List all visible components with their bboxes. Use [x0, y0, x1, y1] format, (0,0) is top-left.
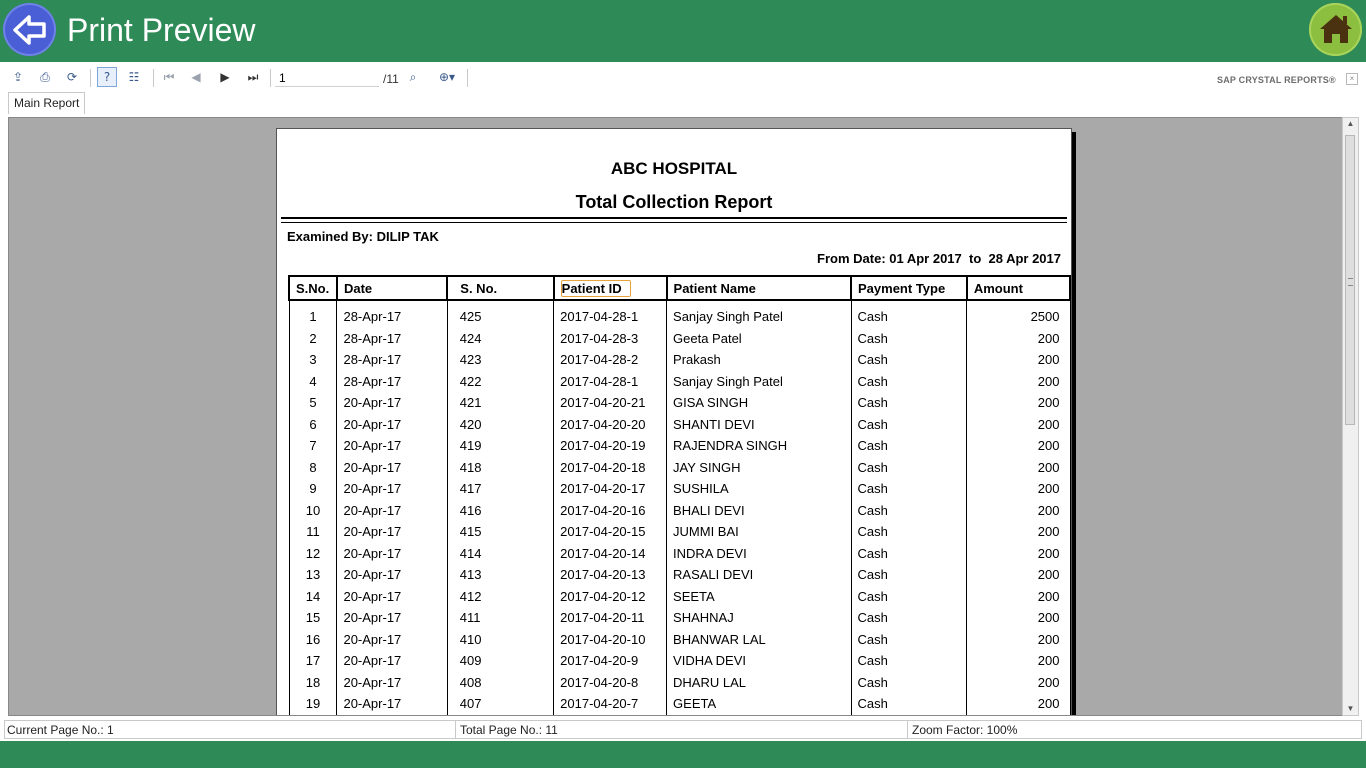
- table-cell: 20-Apr-17: [337, 564, 447, 586]
- table-cell: 2017-04-20-12: [554, 586, 667, 608]
- crystal-reports-brand: SAP CRYSTAL REPORTS®: [1217, 75, 1336, 85]
- table-cell: 200: [967, 586, 1070, 608]
- table-cell: 2017-04-20-11: [554, 607, 667, 629]
- table-cell: 9: [289, 478, 337, 500]
- table-row: [289, 607, 1070, 629]
- table-row: [289, 629, 1070, 651]
- table-cell: 20-Apr-17: [337, 521, 447, 543]
- table-cell: VIDHA DEVI: [667, 650, 851, 672]
- home-button[interactable]: [1309, 3, 1362, 56]
- table-cell: RAJENDRA SINGH: [667, 435, 851, 457]
- table-cell: Geeta Patel: [667, 328, 851, 350]
- table-cell: Sanjay Singh Patel: [667, 371, 851, 393]
- table-cell: 200: [967, 564, 1070, 586]
- table-cell: 423: [447, 349, 553, 371]
- table-row: [289, 300, 1070, 328]
- status-divider: [907, 721, 908, 738]
- table-cell: INDRA DEVI: [667, 543, 851, 565]
- table-cell: 200: [967, 607, 1070, 629]
- group-tree-icon[interactable]: ☷: [128, 70, 140, 84]
- table-cell: 15: [289, 607, 337, 629]
- table-cell: SUSHILA: [667, 478, 851, 500]
- table-cell: 20-Apr-17: [337, 414, 447, 436]
- table-cell: 16: [289, 629, 337, 651]
- table-row: [289, 500, 1070, 522]
- table-cell: 416: [447, 500, 553, 522]
- table-cell: 2017-04-28-2: [554, 349, 667, 371]
- table-cell: Cash: [851, 543, 967, 565]
- table-row: [289, 693, 1070, 715]
- table-cell: 2500: [967, 300, 1070, 328]
- column-header: Amount: [967, 276, 1070, 300]
- table-cell: 2017-04-20-20: [554, 414, 667, 436]
- table-cell: 2017-04-20-9: [554, 650, 667, 672]
- table-cell: Cash: [851, 693, 967, 715]
- table-cell: 2017-04-28-3: [554, 328, 667, 350]
- table-cell: BHANWAR LAL: [667, 629, 851, 651]
- toolbar-separator: [153, 69, 154, 87]
- column-header: Payment Type: [851, 276, 967, 300]
- help-icon[interactable]: ?: [97, 67, 117, 87]
- table-cell: 412: [447, 586, 553, 608]
- table-cell: Cash: [851, 457, 967, 479]
- table-cell: 2017-04-20-21: [554, 392, 667, 414]
- scroll-up-icon[interactable]: ▲: [1346, 119, 1355, 128]
- scroll-down-icon[interactable]: ▼: [1346, 704, 1355, 713]
- table-cell: Cash: [851, 672, 967, 694]
- table-row: [289, 564, 1070, 586]
- toolbar-separator: [90, 69, 91, 87]
- table-cell: Sanjay Singh Patel: [667, 300, 851, 328]
- table-cell: 2017-04-28-1: [554, 300, 667, 328]
- vertical-scrollbar[interactable]: [1342, 117, 1359, 716]
- table-cell: 20-Apr-17: [337, 650, 447, 672]
- table-cell: 20-Apr-17: [337, 392, 447, 414]
- table-cell: 5: [289, 392, 337, 414]
- table-cell: Cash: [851, 586, 967, 608]
- table-cell: 13: [289, 564, 337, 586]
- examined-by: Examined By: DILIP TAK: [287, 229, 439, 244]
- table-cell: 2017-04-20-14: [554, 543, 667, 565]
- toolbar-separator: [270, 69, 271, 87]
- total-page-status: Total Page No.: 11: [460, 723, 558, 737]
- back-button[interactable]: [3, 3, 56, 56]
- table-cell: 413: [447, 564, 553, 586]
- table-row: [289, 392, 1070, 414]
- table-cell: 414: [447, 543, 553, 565]
- toolbar-separator: [467, 69, 468, 87]
- table-cell: Cash: [851, 392, 967, 414]
- table-cell: 2017-04-20-19: [554, 435, 667, 457]
- table-cell: Cash: [851, 629, 967, 651]
- patient-id-header: Patient ID: [561, 280, 631, 297]
- table-cell: 200: [967, 629, 1070, 651]
- table-cell: Cash: [851, 414, 967, 436]
- home-icon: [1318, 12, 1354, 46]
- scrollbar-thumb[interactable]: [1345, 135, 1355, 425]
- table-cell: 28-Apr-17: [337, 328, 447, 350]
- close-icon[interactable]: ×: [1346, 73, 1358, 85]
- table-cell: 415: [447, 521, 553, 543]
- table-cell: 17: [289, 650, 337, 672]
- table-cell: 20-Apr-17: [337, 478, 447, 500]
- table-cell: 2017-04-20-13: [554, 564, 667, 586]
- table-cell: 20-Apr-17: [337, 607, 447, 629]
- first-page-icon[interactable]: ⏮: [163, 70, 175, 84]
- table-cell: 28-Apr-17: [337, 349, 447, 371]
- table-cell: 2017-04-20-15: [554, 521, 667, 543]
- page-total-label: /11: [383, 72, 399, 86]
- table-cell: 7: [289, 435, 337, 457]
- table-cell: 20-Apr-17: [337, 500, 447, 522]
- table-cell: GISA SINGH: [667, 392, 851, 414]
- column-header: Date: [337, 276, 447, 300]
- header-rule: [281, 222, 1067, 223]
- report-subtitle: Total Collection Report: [575, 192, 773, 212]
- table-cell: 410: [447, 629, 553, 651]
- table-cell: Cash: [851, 349, 967, 371]
- table-cell: 418: [447, 457, 553, 479]
- page-number-input[interactable]: [275, 69, 379, 87]
- table-row: [289, 521, 1070, 543]
- table-cell: 28-Apr-17: [337, 371, 447, 393]
- table-cell: 4: [289, 371, 337, 393]
- table-cell: 20-Apr-17: [337, 693, 447, 715]
- zoom-status: Zoom Factor: 100%: [912, 723, 1018, 737]
- table-cell: 2017-04-20-16: [554, 500, 667, 522]
- table-cell: 11: [289, 521, 337, 543]
- table-cell: 20-Apr-17: [337, 457, 447, 479]
- table-cell: 200: [967, 500, 1070, 522]
- table-row: [289, 672, 1070, 694]
- tab-bar: [4, 90, 1362, 116]
- table-cell: JUMMI BAI: [667, 521, 851, 543]
- table-cell: 3: [289, 349, 337, 371]
- table-cell: 2017-04-20-17: [554, 478, 667, 500]
- table-cell: 200: [967, 328, 1070, 350]
- table-row: [289, 478, 1070, 500]
- table-cell: JAY SINGH: [667, 457, 851, 479]
- table-cell: 20-Apr-17: [337, 629, 447, 651]
- table-cell: 8: [289, 457, 337, 479]
- table-cell: 421: [447, 392, 553, 414]
- table-cell: 2017-04-20-10: [554, 629, 667, 651]
- page-title: Print Preview: [67, 12, 256, 48]
- table-cell: 408: [447, 672, 553, 694]
- report-viewer: [0, 62, 1366, 741]
- table-cell: 2017-04-28-1: [554, 371, 667, 393]
- table-cell: 411: [447, 607, 553, 629]
- date-range: From Date: 01 Apr 2017 to 28 Apr 2017: [817, 251, 1061, 266]
- table-cell: Cash: [851, 328, 967, 350]
- table-cell: RASALI DEVI: [667, 564, 851, 586]
- table-cell: Cash: [851, 500, 967, 522]
- table-cell: 200: [967, 392, 1070, 414]
- table-header-row: [289, 276, 1070, 300]
- table-cell: 6: [289, 414, 337, 436]
- table-row: [289, 435, 1070, 457]
- table-cell: 200: [967, 521, 1070, 543]
- export-icon[interactable]: ⇪: [12, 70, 24, 84]
- table-cell: SEETA: [667, 586, 851, 608]
- table-cell: 200: [967, 371, 1070, 393]
- table-cell: 20-Apr-17: [337, 672, 447, 694]
- table-cell: 424: [447, 328, 553, 350]
- table-cell: Cash: [851, 564, 967, 586]
- report-canvas[interactable]: [8, 117, 1343, 716]
- table-cell: SHANTI DEVI: [667, 414, 851, 436]
- report-page: [276, 128, 1072, 716]
- zoom-icon[interactable]: ⊕▾: [438, 70, 456, 84]
- table-cell: 200: [967, 414, 1070, 436]
- app-header: [0, 0, 1366, 60]
- table-row: [289, 349, 1070, 371]
- table-cell: 200: [967, 457, 1070, 479]
- table-cell: 422: [447, 371, 553, 393]
- table-cell: 419: [447, 435, 553, 457]
- table-row: [289, 414, 1070, 436]
- table-cell: 10: [289, 500, 337, 522]
- table-cell: DHARU LAL: [667, 672, 851, 694]
- table-cell: 200: [967, 349, 1070, 371]
- find-icon[interactable]: ⌕: [409, 70, 417, 84]
- table-cell: 19: [289, 693, 337, 715]
- table-cell: 2017-04-20-18: [554, 457, 667, 479]
- hospital-name: ABC HOSPITAL: [610, 159, 738, 178]
- table-cell: Cash: [851, 607, 967, 629]
- table-cell: 1: [289, 300, 337, 328]
- table-row: [289, 543, 1070, 565]
- table-cell: 2017-04-20-7: [554, 693, 667, 715]
- table-row: [289, 586, 1070, 608]
- column-header: Patient Name: [667, 276, 851, 300]
- column-header: S. No.: [447, 276, 553, 300]
- table-cell: 200: [967, 478, 1070, 500]
- table-row: [289, 328, 1070, 350]
- current-page-status: Current Page No.: 1: [7, 723, 114, 737]
- table-cell: 417: [447, 478, 553, 500]
- table-cell: Cash: [851, 371, 967, 393]
- table-cell: 200: [967, 650, 1070, 672]
- tab-main-report[interactable]: Main Report: [8, 92, 85, 114]
- table-cell: 425: [447, 300, 553, 328]
- next-page-icon[interactable]: ▶: [220, 70, 230, 84]
- table-cell: 14: [289, 586, 337, 608]
- back-arrow-icon: [12, 13, 48, 47]
- table-cell: Cash: [851, 300, 967, 328]
- column-header: [554, 276, 667, 300]
- grip-icon: [1348, 278, 1353, 286]
- print-icon[interactable]: ⎙: [40, 70, 50, 84]
- table-cell: 420: [447, 414, 553, 436]
- table-cell: 407: [447, 693, 553, 715]
- table-cell: Cash: [851, 478, 967, 500]
- table-cell: Cash: [851, 521, 967, 543]
- table-cell: 18: [289, 672, 337, 694]
- table-cell: 200: [967, 543, 1070, 565]
- last-page-icon[interactable]: ⏭: [247, 70, 259, 84]
- table-cell: SHAHNAJ: [667, 607, 851, 629]
- table-cell: 20-Apr-17: [337, 543, 447, 565]
- column-header: S.No.: [289, 276, 337, 300]
- table-cell: Cash: [851, 435, 967, 457]
- table-cell: BHALI DEVI: [667, 500, 851, 522]
- table-cell: 20-Apr-17: [337, 435, 447, 457]
- table-cell: 2017-04-20-8: [554, 672, 667, 694]
- table-cell: 409: [447, 650, 553, 672]
- refresh-icon[interactable]: ⟳: [66, 70, 78, 84]
- table-cell: 28-Apr-17: [337, 300, 447, 328]
- viewer-toolbar: [4, 64, 1362, 90]
- table-cell: 12: [289, 543, 337, 565]
- table-cell: 200: [967, 672, 1070, 694]
- table-row: [289, 650, 1070, 672]
- previous-page-icon[interactable]: ◀: [191, 70, 201, 84]
- table-cell: Prakash: [667, 349, 851, 371]
- status-bar: [4, 720, 1362, 739]
- collection-table: [288, 275, 1071, 715]
- table-cell: GEETA: [667, 693, 851, 715]
- table-cell: 2: [289, 328, 337, 350]
- table-cell: 200: [967, 693, 1070, 715]
- header-rule: [281, 217, 1067, 219]
- status-divider: [455, 721, 456, 738]
- table-row: [289, 457, 1070, 479]
- table-row: [289, 371, 1070, 393]
- table-cell: Cash: [851, 650, 967, 672]
- table-cell: 200: [967, 435, 1070, 457]
- table-cell: 20-Apr-17: [337, 586, 447, 608]
